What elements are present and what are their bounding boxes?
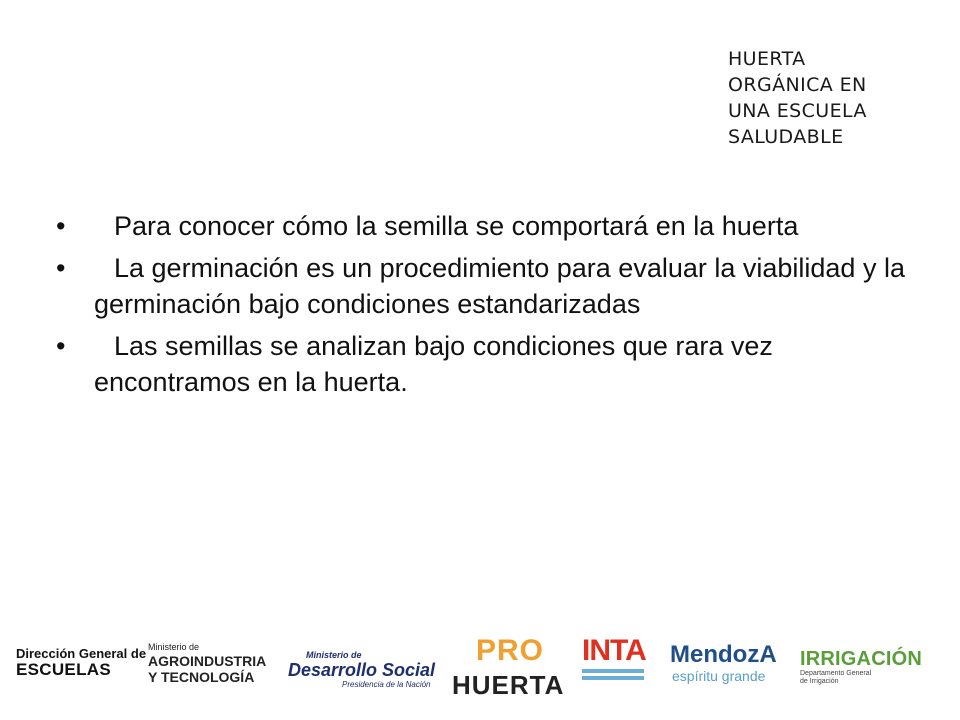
bullet-item	[56, 208, 916, 244]
bullet-dot-icon: •	[56, 211, 66, 241]
prohuerta-logo-huerta: HUERTA	[452, 670, 565, 700]
inta-logo	[582, 636, 644, 680]
sponsor-logos-bar	[0, 628, 960, 708]
bullet-dot-icon: •	[56, 253, 66, 283]
mendoza-logo	[670, 642, 777, 684]
desarrollo-social-logo	[288, 650, 435, 689]
irrigacion-logo-word: IRRIGACIÓN	[800, 648, 922, 670]
bullet-list	[56, 208, 916, 406]
corner-title-line: SALUDABLE	[728, 126, 844, 148]
bullet-text: La germinación es un procedimiento para evaluar la viabilidad y la germinación bajo condiciones estandarizadas	[94, 253, 905, 319]
agro-logo-line: Y TECNOLOGÍA	[148, 669, 255, 685]
inta-logo-stripe	[582, 676, 644, 680]
bullet-dot-icon: •	[56, 331, 66, 361]
corner-title-line: ORGÁNICA EN	[728, 74, 867, 96]
prohuerta-logo-pro: PRO	[476, 634, 545, 667]
dge-logo-line: ESCUELAS	[16, 660, 111, 679]
corner-title-line: HUERTA	[728, 48, 806, 70]
bullet-item	[56, 328, 916, 400]
prohuerta-logo	[452, 634, 565, 700]
inta-logo-stripe	[582, 669, 644, 673]
desarrollo-logo-line: Desarrollo Social	[288, 660, 436, 680]
slide-corner-title	[728, 46, 867, 150]
mendoza-logo-tagline: espíritu grande	[672, 668, 766, 684]
bullet-text: Las semillas se analizan bajo condiciones que rara vez encontramos en la huerta.	[94, 331, 773, 397]
inta-logo-word: INTA	[582, 634, 646, 667]
desarrollo-logo-line: Presidencia de la Nación	[342, 680, 431, 689]
bullet-text: Para conocer cómo la semilla se comportará en la huerta	[114, 211, 799, 241]
agro-logo-line: AGROINDUSTRIA	[148, 653, 267, 669]
dge-logo-line: Dirección General de	[16, 646, 147, 661]
irrigacion-logo	[800, 648, 922, 686]
desarrollo-logo-line: Ministerio de	[306, 650, 362, 660]
bullet-item	[56, 250, 916, 322]
corner-title-line: UNA ESCUELA	[728, 100, 867, 122]
agroindustria-logo	[148, 642, 266, 685]
mendoza-logo-word: MendozA	[670, 641, 777, 668]
dge-escuelas-logo	[16, 646, 146, 679]
irrigacion-logo-line: de Irrigación	[800, 678, 839, 685]
agro-logo-line: Ministerio de	[148, 642, 200, 652]
irrigacion-logo-line: Departamento General	[800, 670, 872, 677]
